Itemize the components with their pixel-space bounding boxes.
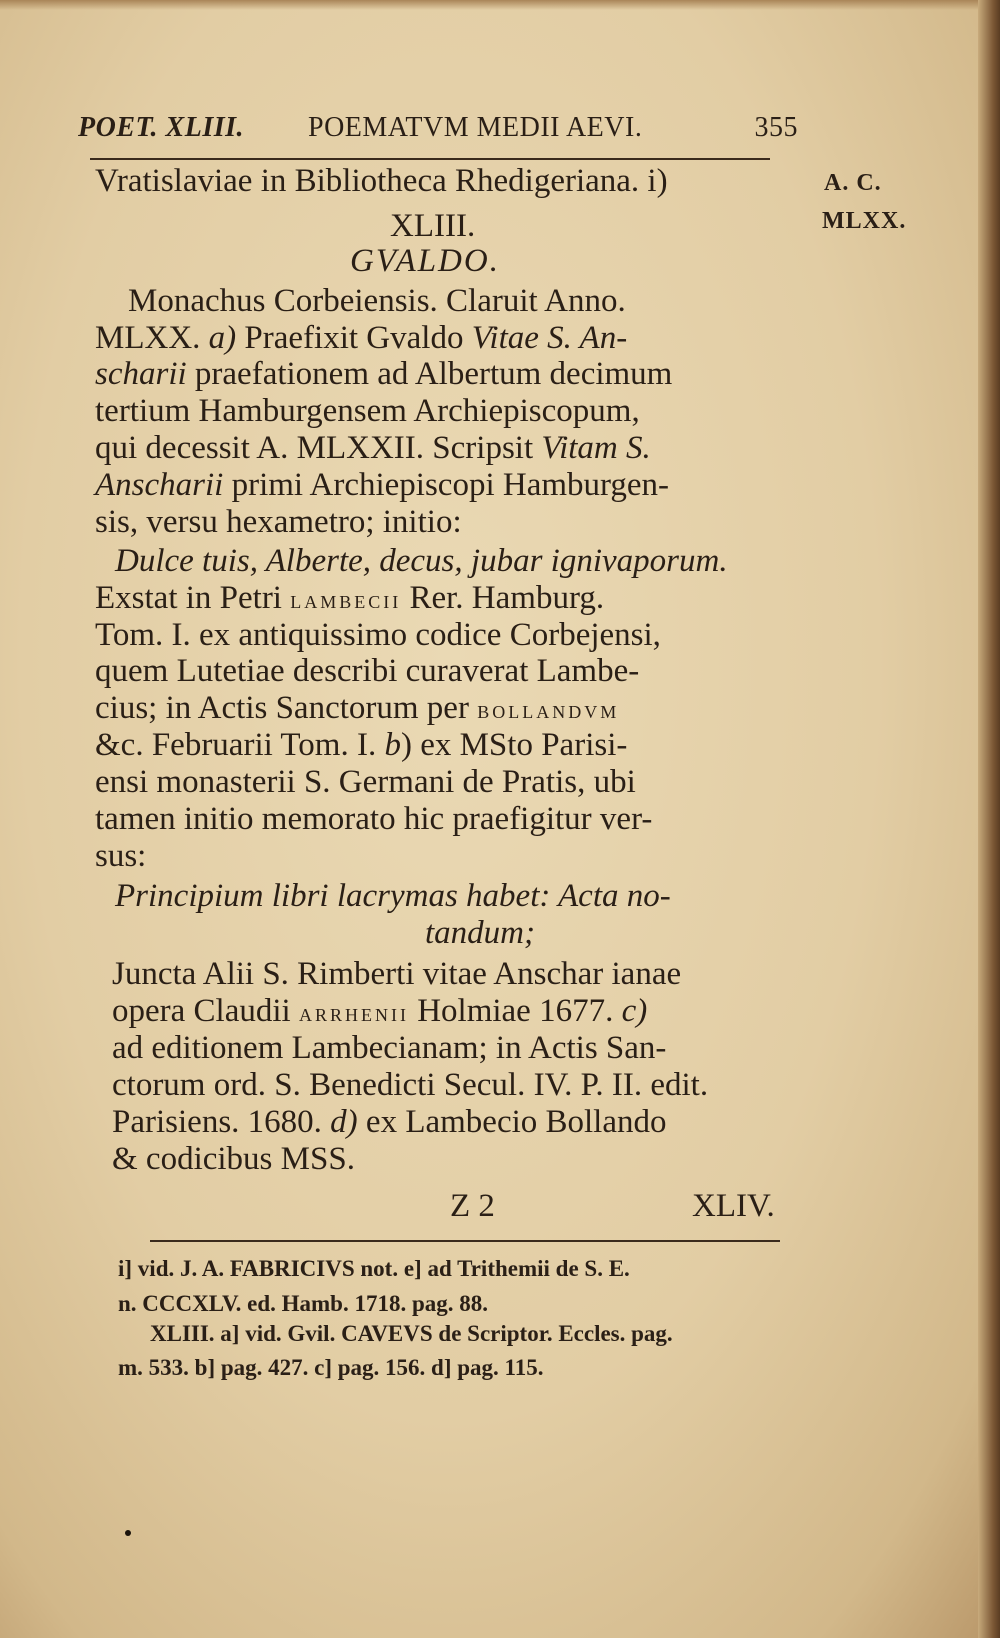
text-span: Praefixit Gvaldo bbox=[236, 320, 472, 356]
verse-quote: Dulce tuis, Alberte, decus, jubar ignivaporum. bbox=[115, 543, 728, 579]
footnote-line: n. CCCXLV. ed. Hamb. 1718. pag. 88. bbox=[118, 1291, 488, 1316]
text-line bbox=[95, 432, 651, 465]
text-span: MLXX. bbox=[95, 320, 209, 356]
text-line: sus: bbox=[95, 838, 147, 874]
entry-heading: GVALDO. bbox=[350, 243, 500, 279]
text-line: quem Lutetiae describi curaverat Lambe- bbox=[95, 653, 640, 689]
page-number: 355 bbox=[754, 112, 798, 143]
text-line: ctorum ord. S. Benedicti Secul. IV. P. II. edit. bbox=[112, 1067, 709, 1103]
text-line bbox=[95, 729, 627, 762]
text-line: & codicibus MSS. bbox=[112, 1141, 355, 1177]
text-line bbox=[95, 469, 669, 502]
header-rule bbox=[90, 158, 770, 160]
footnote-line: i] vid. J. A. FABRICIVS not. e] ad Trithemii de S. E. bbox=[118, 1256, 630, 1281]
running-header bbox=[78, 112, 798, 152]
title-italic: Anscharii bbox=[95, 467, 224, 503]
text-line: ad editionem Lambecianam; in Actis San- bbox=[112, 1030, 667, 1066]
author-name: arrhenii bbox=[298, 998, 409, 1027]
author-name: lambecii bbox=[290, 585, 402, 614]
margin-note-anno: A. C. bbox=[824, 170, 882, 196]
title-italic: Vitam S. bbox=[541, 430, 651, 466]
margin-note-year: MLXX. bbox=[822, 208, 907, 234]
text-span: opera Claudii bbox=[112, 993, 299, 1029]
text-span: primi Archiepiscopi Hamburgen- bbox=[223, 467, 670, 503]
page-top-edge bbox=[0, 0, 1000, 10]
footnote-ref: c) bbox=[621, 993, 648, 1029]
text-line bbox=[95, 582, 604, 615]
header-title: POEMATVM MEDII AEVI. bbox=[308, 112, 643, 143]
text-line: Monachus Corbeiensis. Claruit Anno. bbox=[128, 283, 626, 319]
text-line: tertium Hamburgensem Archiepiscopum, bbox=[95, 393, 640, 429]
text-span: Rer. Hamburg. bbox=[401, 580, 605, 616]
footnote-ref: a) bbox=[208, 320, 237, 356]
text-span: praefationem ad Albertum decimum bbox=[186, 356, 673, 392]
catchword: XLIV. bbox=[692, 1188, 775, 1224]
text-line: Tom. I. ex antiquissimo codice Corbejensi, bbox=[95, 617, 661, 653]
text-line: Vratislaviae in Bibliotheca Rhedigeriana. i) bbox=[95, 163, 668, 199]
entry-number: XLIII. bbox=[390, 208, 476, 244]
ink-speck bbox=[125, 1530, 131, 1536]
text-span: Parisiens. 1680. bbox=[112, 1104, 331, 1140]
text-line: sis, versu hexametro; initio: bbox=[95, 504, 462, 540]
text-line bbox=[95, 322, 627, 355]
signature-mark: Z 2 bbox=[450, 1188, 495, 1224]
footnote-ref: b bbox=[384, 727, 401, 763]
text-span: qui decessit A. MLXXII. Scripsit bbox=[95, 430, 542, 466]
footnote-ref: d) bbox=[330, 1104, 358, 1140]
text-line bbox=[95, 692, 619, 725]
text-line bbox=[95, 358, 672, 391]
text-span: cius; in Actis Sanctorum per bbox=[95, 690, 478, 726]
text-span: Exstat in Petri bbox=[95, 580, 291, 616]
author-name: bollandvm bbox=[477, 695, 620, 724]
title-italic: Vitae S. An- bbox=[471, 320, 628, 356]
verse-quote-end: tandum; bbox=[425, 915, 535, 951]
title-italic: scharii bbox=[95, 356, 187, 392]
text-span: Holmiae 1677. bbox=[408, 993, 622, 1029]
text-span: ) ex MSto Parisi- bbox=[400, 727, 628, 763]
footnote-line: m. 533. b] pag. 427. c] pag. 156. d] pag. 115. bbox=[118, 1355, 544, 1380]
footnote-line: XLIII. a] vid. Gvil. CAVEVS de Scriptor. Eccles. pag. bbox=[150, 1321, 673, 1346]
text-span: ex Lambecio Bollando bbox=[357, 1104, 667, 1140]
text-line bbox=[112, 1106, 667, 1139]
text-span: &c. Februarii Tom. I. bbox=[95, 727, 385, 763]
page-right-edge bbox=[978, 0, 1000, 1638]
text-line bbox=[112, 995, 647, 1028]
text-line: ensi monasterii S. Germani de Pratis, ubi bbox=[95, 764, 636, 800]
text-line: tamen initio memorato hic praefigitur ver- bbox=[95, 801, 653, 837]
header-section-label: POET. XLIII. bbox=[78, 112, 245, 143]
footnote-rule bbox=[150, 1240, 780, 1242]
verse-quote: Principium libri lacrymas habet: Acta no- bbox=[115, 878, 671, 914]
text-line: Juncta Alii S. Rimberti vitae Anschar ianae bbox=[112, 956, 682, 992]
